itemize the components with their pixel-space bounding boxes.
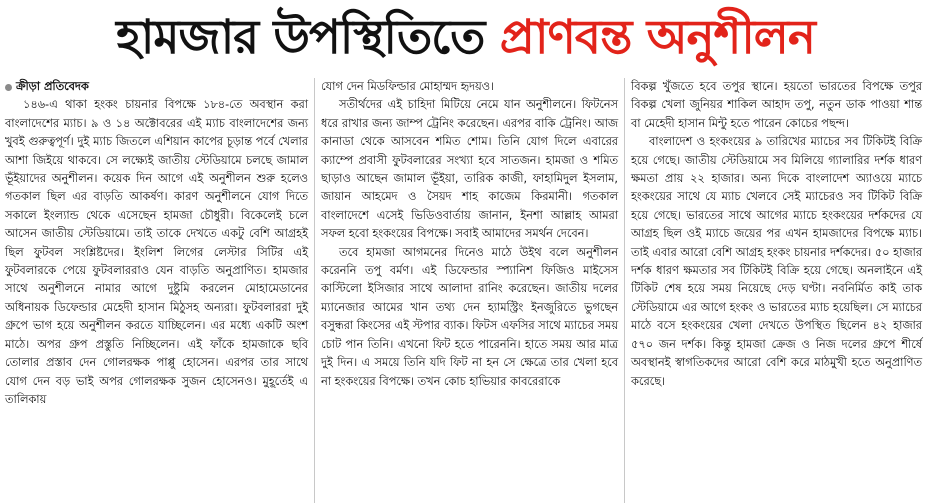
paragraph: যোগ দেন মিডফিল্ডার মোহাম্মদ হৃদয়ও। bbox=[321, 80, 494, 93]
paragraph: বাংলাদেশ ও হংকংয়ের ৯ তারিখের ম্যাচের সব টিকিটই বিক্রি হয়ে গেছে। জাতীয় স্টেডিয়ামে সব মিলিয়ে গ্যালারির দর্শক ধারণ ক্ষমতা প্রায় ২২ হাজার। অন্য দিকে বাংলাদেশ অ্যাওয়ে ম্যাচে হংকংয়ের সাথে যে ম্যাচ খেলবে সেই ম্যাচেরও সব টিকিট বিক্রি হয়ে গেছে। ভারতের সাথে আগের ম্যাচে হংকংয়ের দর্শকদের যে আগ্রহ ছিল ওই ম্যাচে জয়ের পর এখন হামজাদের বিপক্ষে ম্যাচ। তাই এবার আরো বেশি আগ্রহ হংকং চায়নার দর্শকদের। ৫০ হাজার দর্শক ধারণ ক্ষমতার সব টিকিটই বিক্রি হয়ে গেছে। অনলাইনে এই টিকিট শেষ হয়ে সময় নিয়েছে দেড় ঘণ্টা। নবনির্মিত কাই তাক স্টেডিয়ামে এর আগে হংকং ও ভারতের ম্যাচ হয়েছিল। সে ম্যাচের মাঠে বসে হংকংয়ের খেলা দেখতে উপস্থিত ছিলেন ৪২ হাজার ৫৭০ জন দর্শক। কিন্তু হামজা ক্রেজ ও নিজ দলের গ্রুপে শীর্ষে অবস্থানই স্বাগতিকদের আরো বেশি করে মাঠমুখী হতে অনুপ্রাণিত করেছে। bbox=[631, 135, 922, 388]
byline bbox=[5, 78, 308, 96]
headline bbox=[0, 4, 931, 72]
column-2 bbox=[315, 78, 625, 503]
byline-text: ক্রীড়া প্রতিবেদক bbox=[16, 80, 89, 93]
bullet-icon bbox=[5, 84, 12, 91]
article-columns bbox=[3, 78, 928, 503]
paragraph: তবে হামজা আগমনের দিনেও মাঠে উইথ বলে অনুশীলন করেননি তপু বর্মণ। এই ডিফেন্ডার স্প্যানিশ ফিজিও মাইসেস কাস্টিলো ইসিজার সাথে আলাদা রানিং করেছেন। জাতীয় দলের ম্যানেজার আমের খান তথ্য দেন হ্যামস্ট্রিং ইনজুরিতে ভুগছেন বসুন্ধরা কিংসের এই স্টপার ব্যাক। ফিটস এফসির সাথে ম্যাচের সময় চোট পান তিনি। এখনো ফিট হতে পারেননি। হাতে সময় আর মাত্র দুই দিন। এ সময়ে তিনি যদি ফিট না হন সে ক্ষেত্রে তার খেলা হবে না হংকংয়ের বিপক্ষে। তখন কোচ হাভিয়ার কাবরেরাকে bbox=[321, 245, 618, 388]
headline-part-red: প্রাণবন্ত অনুশীলন bbox=[499, 10, 815, 65]
paragraph: বিকল্প খুঁজতে হবে তপুর স্থানে। হয়তো ভারতের বিপক্ষে তপুর বিকল্প খেলা জুনিয়র শাকিল আহাদ তপু, নতুন ডাক পাওয়া শান্ত বা মেহেদী হাসান মিন্টু হতে পারেন কোচের পছন্দ। bbox=[631, 80, 922, 130]
paragraph: সতীর্থদের এই চাহিদা মিটিয়ে নেমে যান অনুশীলনে। ফিটনেস ধরে রাখার জন্য জাম্প ট্রেনিং করেছেন। এরপর বাকি ট্রেনিং। আজ কানাডা থেকে আসবেন শমিত শোম। তিনি যোগ দিলে এবারের ক্যাম্পে প্রবাসী ফুটবলারের সংখ্যা হবে সাতজন। হামজা ও শমিত ছাড়াও আছেন জামাল ভূঁইয়া, তারিক কাজী, ফাহামিদুল ইসলাম, জায়ান আহমেদ ও সৈয়দ শাহ কাজেম কিরমানী। গতকাল বাংলাদেশে এসেই ভিডিওবার্তায় জানান, ইনশা আল্লাহ আমরা সফল হবো হংকংয়ের বিপক্ষে। সবাই আমাদের সমর্থন দেবেন। bbox=[321, 98, 618, 241]
column-3 bbox=[625, 78, 928, 503]
paragraph: ১৪৬-এ থাকা হংকং চায়নার বিপক্ষে ১৮৪-তে অবস্থান করা বাংলাদেশের ম্যাচ। ৯ ও ১৪ অক্টোবরের এই ম্যাচ বাংলাদেশের জন্য খুবই গুরুত্বপূর্ণ। দুই ম্যাচ জিতলে এশিয়ান কাপের চূড়ান্ত পর্বে খেলার আশা জিইয়ে থাকবে। সে লক্ষ্যেই জাতীয় স্টেডিয়ামে চলছে জামাল ভূঁইয়াদের অনুশীলন। কয়েক দিন আগে এই অনুশীলন শুরু হলেও গতকাল ছিল এর বাড়তি আকর্ষণ। কারণ অনুশীলনে যোগ দিতে সকালে ইংল্যান্ড থেকে এসেছেন হামজা চৌধুরী। বিকেলেই চলে আসেন জাতীয় স্টেডিয়ামে। তাই তাকে দেখতে একটু বেশি আগ্রহই ছিল ফুটবল সংশ্লিষ্টদের। ইংলিশ লিগের লেস্টার সিটির এই ফুটবলারকে পেয়ে ফুটবলাররাও যেন বাড়তি অনুপ্রাণিত। হামজার সাথে অনুশীলনে নামার আগে দুষ্টুমি করলেন মোহামেডানের অধিনায়ক ডিফেন্ডার মেহেদী হাসান মিঠুসহ অন্যরা। ফুটবলাররা দুই গ্রুপে ভাগ হয়ে অনুশীলন করতে যাচ্ছিলেন। এর মধ্যে একটি অংশ মাঠে। অপর গ্রুপ প্রস্তুতি নিচ্ছিলেন। এই ফাঁকে হামজাকে ছবি তোলার প্রস্তাব দেন গোলরক্ষক পাপ্পু হোসেন। এরপর তার সাথে যোগ দেন বড় ভাই অপর গোলরক্ষক সুজন হোসেনও। মুহূর্তেই এ তালিকায় bbox=[5, 98, 308, 406]
column-1 bbox=[3, 78, 315, 503]
headline-part-black: হামজার উপস্থিতিতে bbox=[116, 10, 485, 65]
